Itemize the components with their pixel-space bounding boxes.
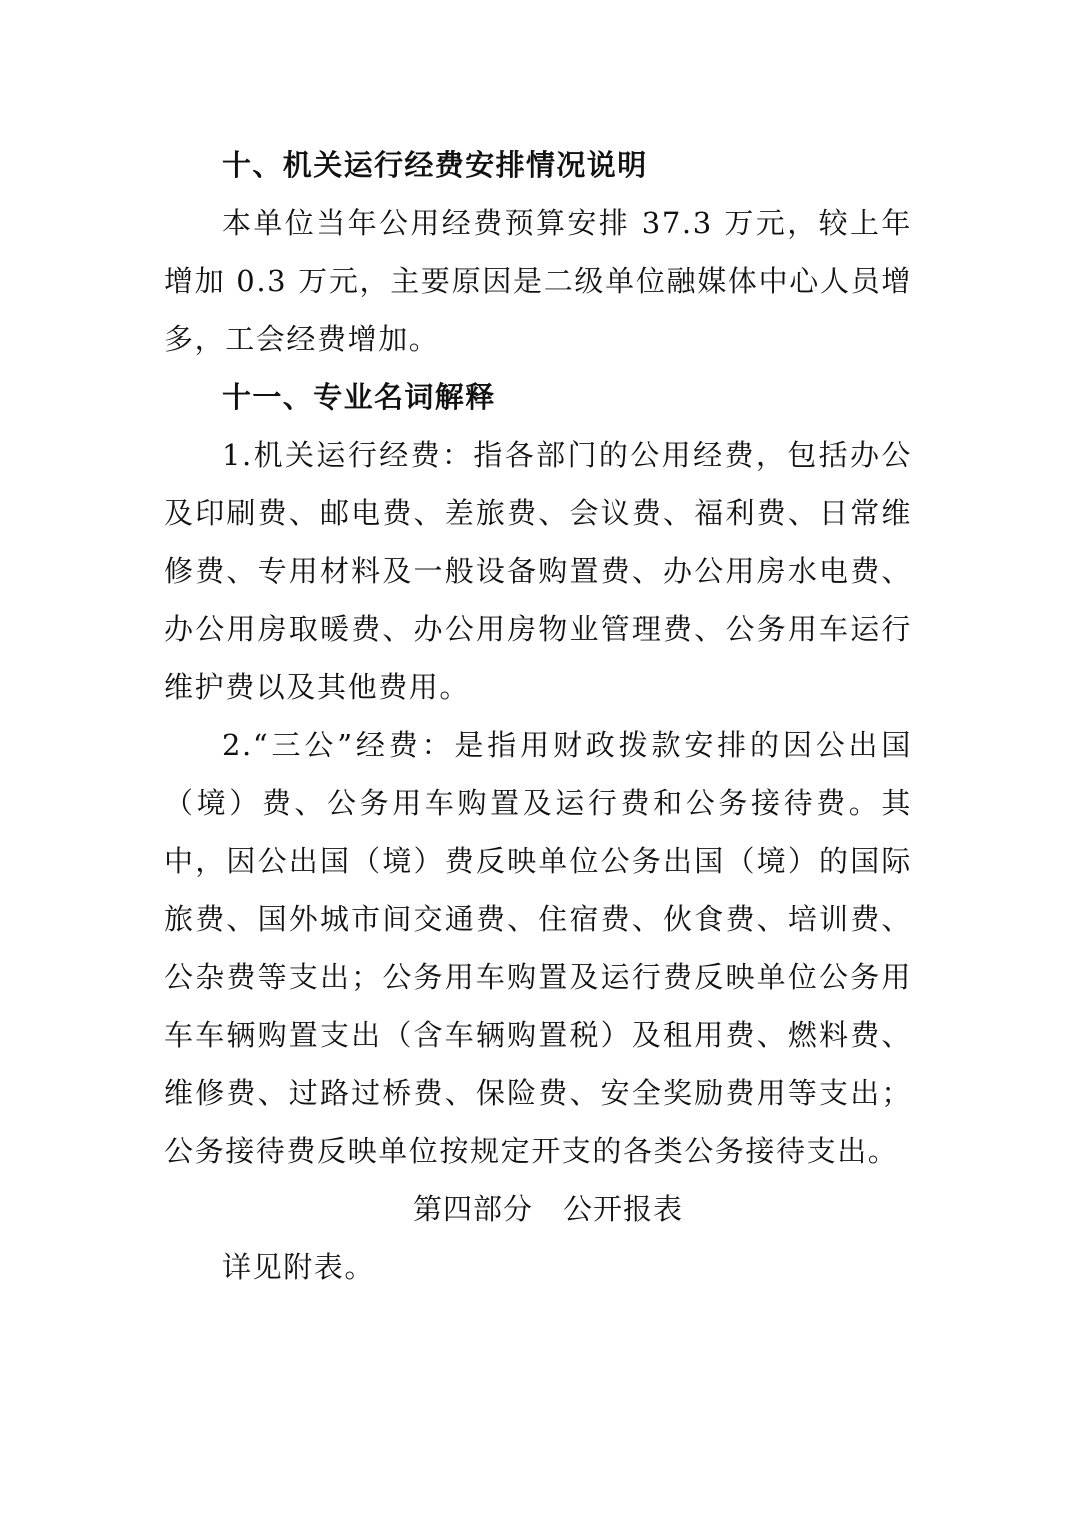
section-11-heading: 十一、专业名词解释 [222, 380, 496, 414]
part-4-title: 第四部分 公开报表 [412, 1192, 683, 1226]
document-body [164, 136, 912, 1296]
section-10-heading: 十、机关运行经费安排情况说明 [222, 148, 648, 182]
term-definition-1: 1.机关运行经费：指各部门的公用经费，包括办公及印刷费、邮电费、差旅费、会议费、福利费、日常维修费、专用材料及一般设备购置费、办公用房水电费、办公用房取暖费、办公用房物业管理费、公务用车运行维护费以及其他费用。 [164, 438, 912, 704]
part-4-body: 详见附表。 [222, 1250, 376, 1284]
section-10-body: 本单位当年公用经费预算安排 37.3 万元，较上年增加 0.3 万元，主要原因是二级单位融媒体中心人员增多，工会经费增加。 [164, 206, 912, 356]
term-definition-2: 2.“三公”经费：是指用财政拨款安排的因公出国（境）费、公务用车购置及运行费和公务接待费。其中，因公出国（境）费反映单位公务出国（境）的国际旅费、国外城市间交通费、住宿费、伙食费、培训费、公杂费等支出；公务用车购置及运行费反映单位公务用车车辆购置支出（含车辆购置税）及租用费、燃料费、维修费、过路过桥费、保险费、安全奖励费用等支出；公务接待费反映单位按规定开支的各类公务接待支出。 [164, 728, 912, 1168]
